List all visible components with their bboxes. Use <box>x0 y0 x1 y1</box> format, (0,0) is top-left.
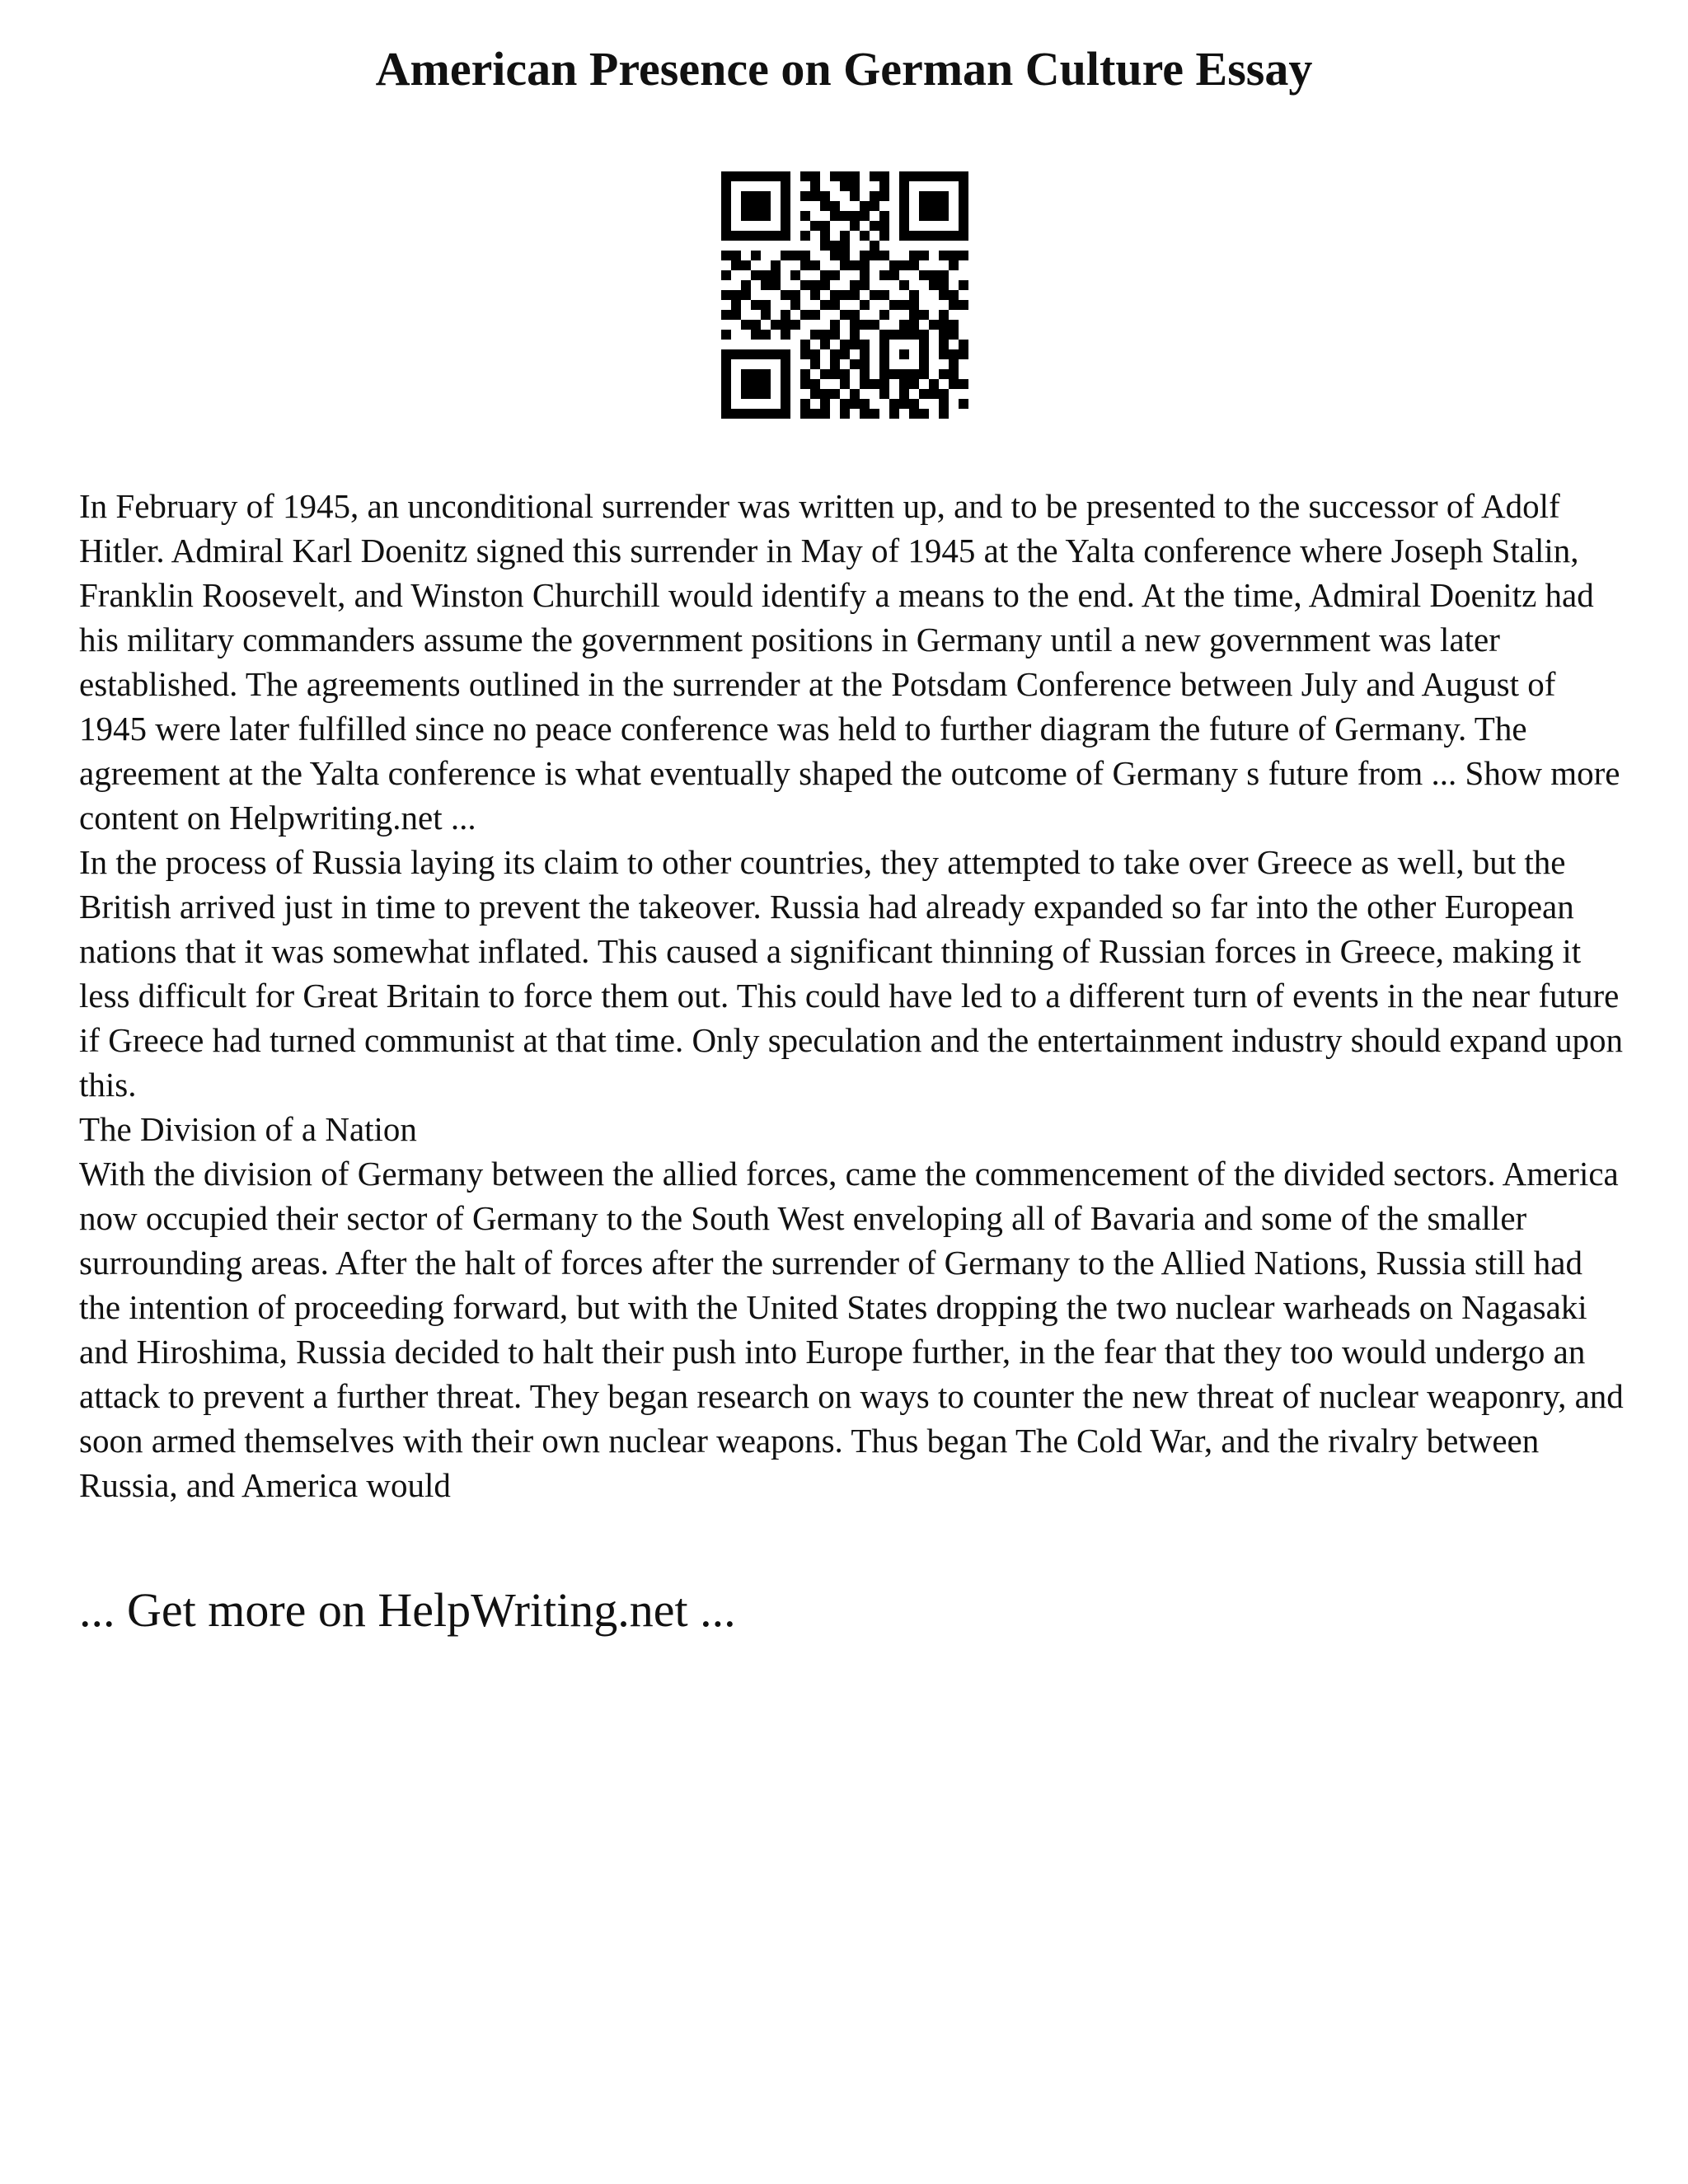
section-heading: The Division of a Nation <box>79 1110 417 1148</box>
paragraph-1: In February of 1945, an unconditional surrender was written up, and to be presented to the successor of Adolf Hitler. Admiral Karl Doenitz signed this surrender in May of 1945 at the Yalta conference where Joseph Stalin, Franklin Roosevelt, and Winston Churchill would identify a means to the end. At the time, Admiral Doenitz had his military commanders assume the government positions in Germany until a new government was later established. The agreements outlined in the surrender at the Potsdam Conference between July and August of 1945 were later fulfilled since no peace conference was held to further diagram the future of Germany. The agreement at the Yalta conference is what eventually shaped the outcome of Germany s future from ... Show more content on Helpwriting.net ... <box>79 487 1620 837</box>
paragraph-3: With the division of Germany between the allied forces, came the commencement of the divided sectors. America now occupied their sector of Germany to the South West enveloping all of Bavaria and some of the smaller surrounding areas. After the halt of forces after the surrender of Germany to the Allied Nations, Russia still had the intention of proceeding forward, but with the United States dropping the two nuclear warheads on Nagasaki and Hiroshima, Russia decided to halt their push into Europe further, in the fear that they too would undergo an attack to prevent a further threat. They began research on ways to counter the new threat of nuclear weaponry, and soon armed themselves with their own nuclear weapons. Thus began The Cold War, and the rivalry between Russia, and America would <box>79 1155 1624 1504</box>
paragraph-2: In the process of Russia laying its claim to other countries, they attempted to take over Greece as well, but the British arrived just in time to prevent the takeover. Russia had already expanded so far into the other European nations that it was somewhat inflated. This caused a significant thinning of Russian forces in Greece, making it less difficult for Great Britain to force them out. This could have led to a different turn of events in the near future if Greece had turned communist at that time. Only speculation and the entertainment industry should expand upon this. <box>79 843 1623 1104</box>
qr-code-icon <box>721 171 968 419</box>
essay-body <box>79 484 1629 1507</box>
get-more-link[interactable]: ... Get more on HelpWriting.net ... <box>79 1583 736 1637</box>
page-title: American Presence on German Culture Essay <box>375 42 1313 96</box>
